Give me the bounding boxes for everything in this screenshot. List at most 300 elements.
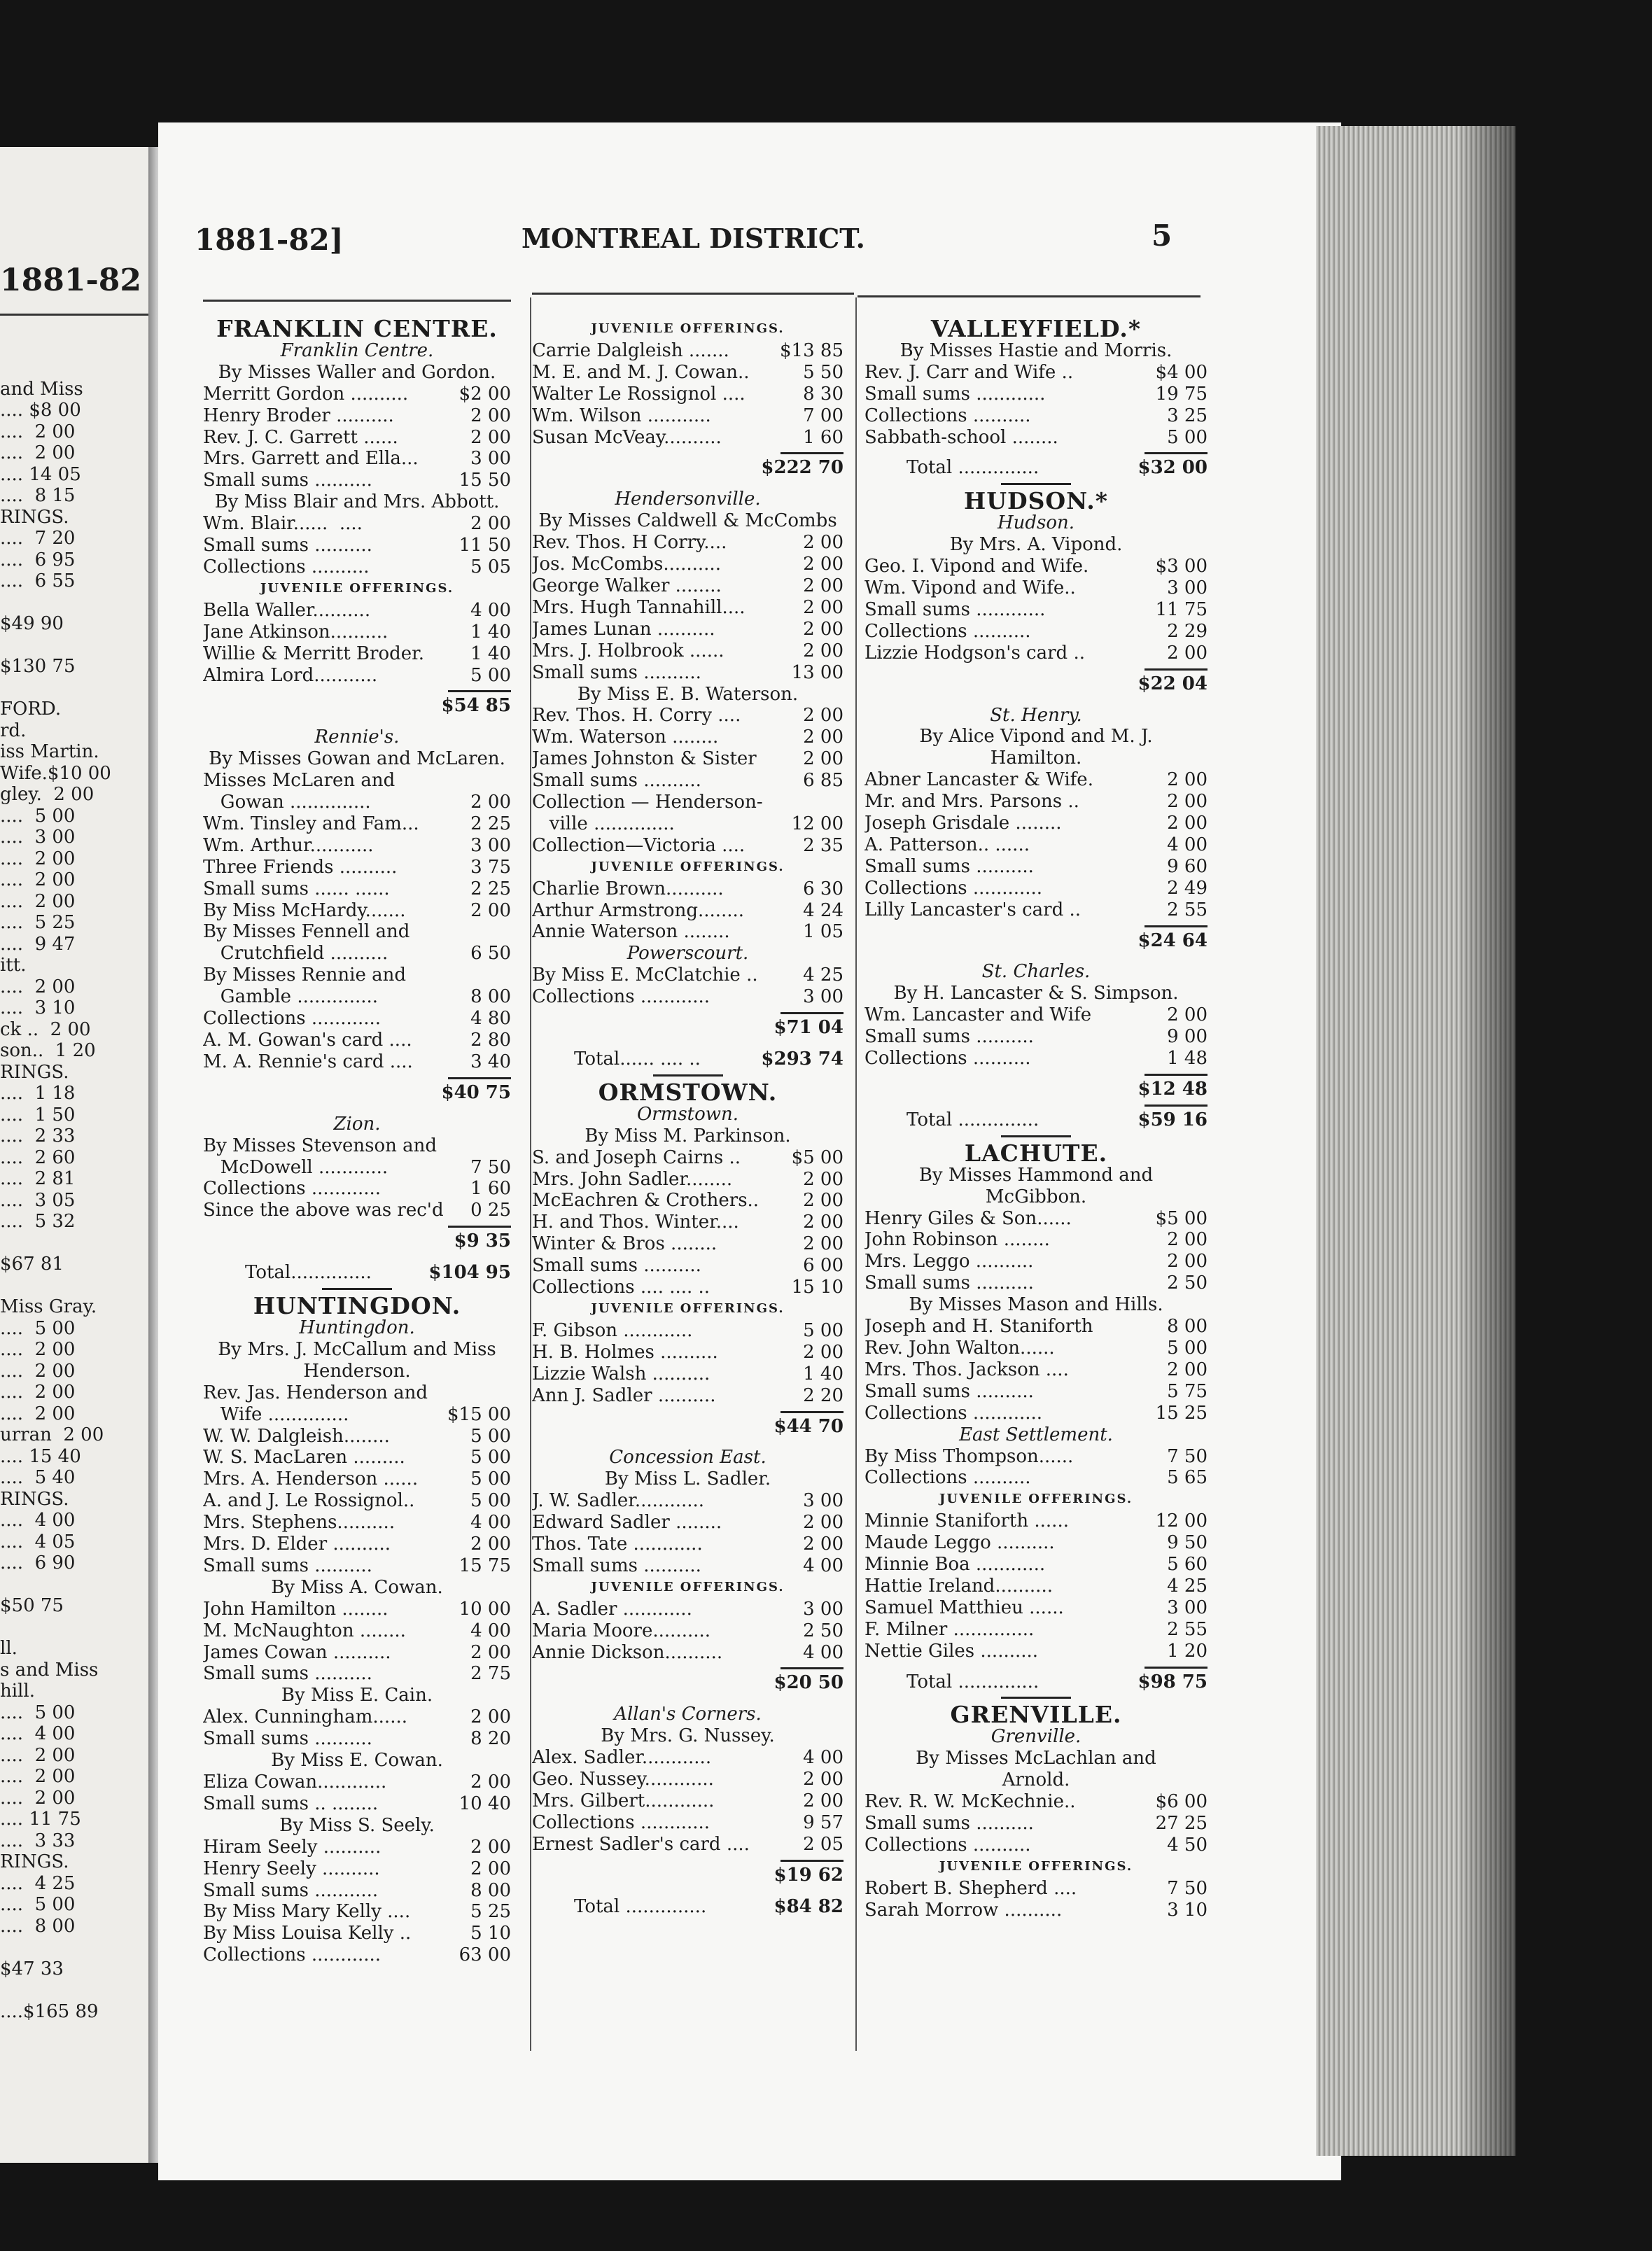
contribution-row bbox=[532, 705, 844, 727]
facing-page-line: .... 2 00 bbox=[0, 1360, 76, 1382]
total-label: Total .............. bbox=[906, 457, 1040, 479]
contribution-amount: 1 60 bbox=[803, 426, 844, 448]
contributor-name: Alex. Cunningham...... bbox=[203, 1706, 407, 1728]
column-1 bbox=[203, 318, 511, 1966]
contribution-amount: 2 25 bbox=[470, 878, 511, 899]
contributor-name: Small sums .......... bbox=[532, 1555, 701, 1576]
contribution-amount: $2 00 bbox=[458, 383, 511, 405]
contribution-amount: 4 25 bbox=[803, 965, 844, 986]
contributor-name: Wm. Waterson ........ bbox=[532, 727, 719, 748]
contributor-name: Minnie Staniforth ...... bbox=[864, 1510, 1069, 1532]
contribution-row bbox=[532, 1190, 844, 1212]
contributor-name: Geo. I. Vipond and Wife. bbox=[864, 556, 1089, 577]
section-heading: FRANKLIN CENTRE. bbox=[216, 318, 498, 340]
facing-page-line: s and Miss bbox=[0, 1659, 99, 1681]
contributor-name: By Miss Louisa Kelly .. bbox=[203, 1923, 412, 1944]
sum-rule bbox=[1144, 925, 1208, 927]
contribution-row bbox=[203, 556, 511, 578]
contributor-name: W. W. Dalgleish........ bbox=[203, 1425, 390, 1447]
facing-page-line: .... 1 50 bbox=[0, 1104, 76, 1126]
contributor-name: James Lunan .......... bbox=[532, 618, 715, 640]
contributor-name: H. B. Holmes .......... bbox=[532, 1341, 718, 1363]
contributor-name: Collections ............ bbox=[864, 1402, 1043, 1424]
contributor-name: By Miss E. McClatchie .. bbox=[532, 965, 758, 986]
contribution-amount: 6 30 bbox=[803, 878, 844, 899]
facing-page-line: .... 2 00 bbox=[0, 442, 76, 463]
contribution-row bbox=[532, 727, 844, 748]
contribution-row bbox=[203, 1426, 511, 1447]
page-number: 5 bbox=[1152, 218, 1172, 253]
contribution-row bbox=[532, 1169, 844, 1191]
contributor-name: A. M. Gowan's card .... bbox=[203, 1030, 412, 1051]
contribution-amount: 11 50 bbox=[458, 535, 511, 556]
contributor-name: Small sums .......... bbox=[864, 855, 1034, 877]
contribution-amount: 2 00 bbox=[803, 1168, 844, 1190]
contribution-row bbox=[532, 597, 844, 619]
facing-page-line: .... 15 40 bbox=[0, 1445, 81, 1467]
contributor-name: Nettie Giles .......... bbox=[864, 1640, 1039, 1662]
contribution-amount: 2 00 bbox=[803, 727, 844, 748]
contributor-name: By Miss Mary Kelly .... bbox=[203, 1901, 411, 1923]
contribution-row bbox=[203, 470, 511, 491]
facing-page-line: RINGS. bbox=[0, 1061, 69, 1083]
sum-rule bbox=[780, 1667, 844, 1669]
contribution-row bbox=[203, 427, 511, 449]
contribution-amount: 5 05 bbox=[470, 556, 511, 577]
contributor-name: Bella Waller.......... bbox=[203, 599, 371, 621]
contribution-row bbox=[532, 1642, 844, 1664]
collector-line: By Miss E. B. Waterson. bbox=[577, 683, 799, 705]
contributor-name: George Walker ........ bbox=[532, 575, 722, 596]
contribution-amount: 8 00 bbox=[470, 986, 511, 1008]
facing-page-line: Wife.$10 00 bbox=[0, 762, 111, 784]
contribution-amount: $6 00 bbox=[1155, 1791, 1208, 1813]
contributor-name: Rev. Thos. H Corry.... bbox=[532, 532, 727, 554]
contribution-amount: 3 40 bbox=[470, 1051, 511, 1072]
subtotal: $24 64 bbox=[1138, 930, 1208, 951]
subsection-heading: East Settlement. bbox=[959, 1424, 1113, 1445]
contribution-amount: 10 40 bbox=[458, 1793, 511, 1814]
contribution-amount: 15 25 bbox=[1155, 1402, 1208, 1424]
section-heading: LACHUTE. bbox=[964, 1142, 1108, 1165]
contribution-row bbox=[532, 813, 844, 835]
contribution-amount: 2 00 bbox=[470, 1641, 511, 1663]
contribution-row bbox=[532, 900, 844, 922]
contribution-row bbox=[864, 427, 1208, 449]
contributor-name: Small sums .......... bbox=[203, 535, 372, 556]
contribution-amount: 2 00 bbox=[803, 596, 844, 618]
contributor-name: Crutchfield .......... bbox=[203, 943, 388, 965]
contribution-row bbox=[864, 643, 1208, 664]
contribution-amount: 5 00 bbox=[1167, 1337, 1208, 1359]
subsection-heading: Grenville. bbox=[990, 1726, 1082, 1748]
subtotal: $71 04 bbox=[774, 1017, 844, 1039]
facing-page-line: .... 2 00 bbox=[0, 1403, 76, 1424]
facing-page-line: .... 4 00 bbox=[0, 1510, 76, 1531]
contribution-amount: 1 20 bbox=[1167, 1640, 1208, 1662]
contribution-row bbox=[864, 405, 1208, 427]
contribution-row bbox=[864, 1403, 1208, 1424]
facing-page-line: urran 2 00 bbox=[0, 1424, 104, 1445]
contribution-amount: 3 00 bbox=[470, 834, 511, 856]
contributor-name: Eliza Cowan............ bbox=[203, 1772, 387, 1793]
contribution-amount: 2 00 bbox=[470, 1534, 511, 1555]
contribution-row bbox=[532, 384, 844, 405]
contributor-name: By Miss Thompson...... bbox=[864, 1445, 1074, 1467]
contribution-amount: 4 00 bbox=[803, 1555, 844, 1576]
contribution-row bbox=[203, 384, 511, 405]
contribution-amount: 2 50 bbox=[1167, 1272, 1208, 1294]
facing-page-line: .... 4 25 bbox=[0, 1872, 76, 1894]
district-total-row bbox=[532, 1049, 844, 1070]
contributor-name: Small sums .......... bbox=[532, 661, 701, 683]
contribution-row bbox=[864, 1446, 1208, 1468]
facing-page-line: .... 4 05 bbox=[0, 1531, 76, 1552]
subtotal: $12 48 bbox=[1138, 1079, 1208, 1100]
facing-page-line: .... 9 47 bbox=[0, 933, 76, 955]
contributor-name: McEachren & Crothers.. bbox=[532, 1190, 760, 1212]
facing-page-line: RINGS. bbox=[0, 506, 69, 528]
contribution-amount: 1 40 bbox=[470, 643, 511, 664]
contribution-row bbox=[203, 1534, 511, 1555]
district-total-row bbox=[203, 1262, 511, 1284]
contribution-amount: 4 50 bbox=[1167, 1834, 1208, 1856]
contributor-name: Abner Lancaster & Wife. bbox=[864, 769, 1093, 791]
contributor-name: Henry Seely .......... bbox=[203, 1858, 380, 1879]
header-rule-left bbox=[203, 300, 511, 302]
column-divider-2 bbox=[855, 297, 857, 2051]
facing-page-line: .... 2 00 bbox=[0, 1787, 76, 1809]
contribution-row bbox=[532, 619, 844, 640]
contribution-row bbox=[532, 640, 844, 662]
contribution-amount: 5 00 bbox=[1167, 426, 1208, 448]
juvenile-offerings-label: JUVENILE OFFERINGS. bbox=[591, 1579, 785, 1594]
contribution-amount: 2 00 bbox=[803, 748, 844, 770]
contributor-name: By Misses Rennie and bbox=[203, 965, 406, 986]
facing-page-line: .... 6 95 bbox=[0, 549, 76, 570]
contributor-name: Collections .......... bbox=[864, 1048, 1031, 1070]
contribution-amount: 12 00 bbox=[791, 813, 844, 834]
subsection-heading: Hudson. bbox=[997, 512, 1075, 534]
contributor-name: James Johnston & Sister bbox=[532, 748, 757, 770]
contributor-name: Small sums .......... bbox=[203, 1728, 372, 1750]
contribution-amount: $5 00 bbox=[791, 1146, 844, 1168]
contributor-name: Edward Sadler ........ bbox=[532, 1512, 722, 1534]
contribution-amount: 5 25 bbox=[470, 1901, 511, 1923]
contribution-amount: $4 00 bbox=[1155, 361, 1208, 383]
facing-page-line: .... 4 00 bbox=[0, 1723, 76, 1744]
contribution-row bbox=[532, 532, 844, 554]
facing-page-line: .... 8 15 bbox=[0, 485, 76, 506]
contribution-row bbox=[864, 362, 1208, 384]
contributor-name: Collections .......... bbox=[864, 1467, 1031, 1489]
contribution-amount: 2 00 bbox=[470, 1836, 511, 1858]
contributor-name: Ann J. Sadler .......... bbox=[532, 1384, 716, 1406]
contribution-amount: 2 00 bbox=[470, 1858, 511, 1879]
contribution-row bbox=[203, 921, 511, 943]
subsection-heading: Zion. bbox=[333, 1113, 381, 1135]
contribution-row bbox=[203, 1051, 511, 1073]
contribution-row bbox=[203, 1706, 511, 1728]
contribution-row bbox=[532, 575, 844, 597]
total-label: Total...... .... .. bbox=[574, 1049, 701, 1070]
contribution-row bbox=[532, 1363, 844, 1385]
contributor-name: Merritt Gordon .......... bbox=[203, 383, 409, 405]
subsection-heading: Hendersonville. bbox=[615, 489, 761, 510]
contribution-row bbox=[203, 1447, 511, 1468]
collector-line: By Mrs. G. Nussey. bbox=[601, 1725, 775, 1747]
contribution-amount: 2 00 bbox=[803, 640, 844, 661]
facing-page-line: .... $8 00 bbox=[0, 400, 81, 421]
contribution-amount: 2 00 bbox=[803, 1212, 844, 1233]
contributor-name: Small sums ............ bbox=[864, 598, 1046, 620]
collector-line: By Misses Gowan and McLaren. bbox=[209, 748, 505, 770]
sum-rule bbox=[1144, 668, 1208, 671]
contribution-row bbox=[203, 1178, 511, 1200]
header-rule-right bbox=[858, 295, 1200, 297]
subtotal: $40 75 bbox=[441, 1081, 511, 1103]
contributor-name: Small sums ...... ...... bbox=[203, 878, 390, 899]
contribution-row bbox=[532, 1255, 844, 1277]
contributor-name: Small sums .......... bbox=[532, 1255, 701, 1277]
contribution-row bbox=[203, 1468, 511, 1490]
contribution-row bbox=[864, 1813, 1208, 1835]
contributor-name: McDowell ............ bbox=[203, 1156, 388, 1178]
contribution-row bbox=[203, 1157, 511, 1179]
page-edges-shadow bbox=[1456, 126, 1516, 2156]
contribution-row bbox=[864, 621, 1208, 643]
collector-line: By Miss E. Cain. bbox=[281, 1685, 433, 1706]
contributor-name: Arthur Armstrong........ bbox=[532, 899, 745, 921]
contributor-name: Small sums ........... bbox=[203, 1879, 379, 1901]
contributor-name: Rev. J. C. Garrett ...... bbox=[203, 426, 398, 448]
contribution-amount: 2 49 bbox=[1167, 877, 1208, 899]
contributor-name: Small sums .......... bbox=[864, 1026, 1034, 1048]
contribution-amount: 3 00 bbox=[470, 448, 511, 470]
facing-page-line: .... 2 00 bbox=[0, 1339, 76, 1360]
contribution-amount: 6 85 bbox=[803, 770, 844, 792]
contribution-row bbox=[864, 556, 1208, 577]
contribution-amount: 27 25 bbox=[1155, 1813, 1208, 1834]
contribution-row bbox=[203, 665, 511, 687]
contribution-row bbox=[864, 856, 1208, 878]
contributor-name: Small sums .......... bbox=[532, 770, 701, 792]
contribution-amount: 2 00 bbox=[1167, 1004, 1208, 1026]
contributor-name: W. S. MacLaren ......... bbox=[203, 1447, 405, 1468]
juvenile-offerings-label: JUVENILE OFFERINGS. bbox=[591, 859, 785, 874]
contribution-amount: 5 00 bbox=[470, 1468, 511, 1490]
facing-page-line: .... 2 00 bbox=[0, 421, 76, 442]
section-divider bbox=[1001, 483, 1071, 485]
contribution-amount: 2 55 bbox=[1167, 1618, 1208, 1640]
facing-page-line: rd. bbox=[0, 720, 27, 741]
contribution-amount: 2 00 bbox=[1167, 1251, 1208, 1272]
contributor-name: Alex. Sadler............ bbox=[532, 1747, 712, 1769]
facing-page-line: .... 5 25 bbox=[0, 912, 76, 933]
contributor-name: Henry Giles & Son...... bbox=[864, 1207, 1072, 1229]
sum-rule bbox=[448, 690, 511, 692]
contribution-row bbox=[864, 1619, 1208, 1641]
contribution-amount: 5 60 bbox=[1167, 1554, 1208, 1576]
contributor-name: Collections ............ bbox=[203, 1178, 382, 1200]
contribution-amount: 7 50 bbox=[1167, 1445, 1208, 1467]
contribution-amount: 9 50 bbox=[1167, 1532, 1208, 1554]
contribution-row bbox=[532, 835, 844, 857]
contribution-amount: 5 00 bbox=[470, 664, 511, 686]
contribution-amount: 2 75 bbox=[470, 1663, 511, 1685]
contribution-row bbox=[203, 900, 511, 922]
subtotal: $9 35 bbox=[454, 1230, 511, 1252]
contribution-row bbox=[532, 1147, 844, 1169]
contribution-row bbox=[203, 813, 511, 835]
contributor-name: Maude Leggo .......... bbox=[864, 1532, 1055, 1554]
contribution-amount: 1 05 bbox=[803, 921, 844, 943]
facing-page-header: 1881-82 bbox=[0, 262, 141, 298]
contribution-amount: $15 00 bbox=[447, 1403, 511, 1425]
contribution-amount: 4 24 bbox=[803, 899, 844, 921]
contribution-amount: 2 00 bbox=[803, 1233, 844, 1255]
contribution-row bbox=[864, 1359, 1208, 1381]
collector-line: By Miss S. Seely. bbox=[279, 1814, 435, 1836]
collector-line: By Misses Hammond and bbox=[918, 1164, 1154, 1186]
contributor-name: M. A. Rennie's card .... bbox=[203, 1051, 413, 1072]
sum-rule bbox=[1144, 452, 1208, 454]
contributor-name: Since the above was rec'd bbox=[203, 1200, 444, 1221]
contributor-name: Henry Broder .......... bbox=[203, 405, 394, 426]
contribution-row bbox=[203, 1382, 511, 1404]
contribution-row bbox=[203, 1642, 511, 1664]
contribution-row bbox=[532, 1599, 844, 1620]
contributor-name: Wm. Wilson ........... bbox=[532, 405, 711, 426]
spacer bbox=[532, 1039, 844, 1049]
contribution-row bbox=[532, 1555, 844, 1577]
section-divider bbox=[1001, 1135, 1071, 1137]
spacer bbox=[532, 1694, 844, 1704]
contribution-row bbox=[864, 1381, 1208, 1403]
contributor-name: Rev. R. W. McKechnie.. bbox=[864, 1791, 1076, 1813]
sum-rule bbox=[1144, 1667, 1208, 1669]
facing-page-rule bbox=[0, 314, 153, 316]
contribution-amount: 2 00 bbox=[470, 899, 511, 921]
contribution-row bbox=[532, 1790, 844, 1812]
contributor-name: Rev. Jas. Henderson and bbox=[203, 1382, 428, 1403]
spacer bbox=[203, 1104, 511, 1114]
facing-page-line: .... 2 00 bbox=[0, 976, 76, 997]
contributor-name: Annie Waterson ........ bbox=[532, 921, 730, 943]
contribution-row bbox=[203, 1490, 511, 1512]
contribution-amount: 2 00 bbox=[803, 1534, 844, 1555]
contribution-amount: 4 00 bbox=[803, 1641, 844, 1663]
contributor-name: Rev. Thos. H. Corry .... bbox=[532, 705, 741, 727]
contributor-name: Small sums ............ bbox=[864, 383, 1046, 405]
contributor-name: Collections ............ bbox=[203, 1008, 382, 1030]
contribution-row bbox=[203, 1620, 511, 1642]
contribution-amount: $5 00 bbox=[1155, 1207, 1208, 1229]
facing-page-line: .... 3 33 bbox=[0, 1830, 76, 1851]
contributor-name: Willie & Merritt Broder. bbox=[203, 643, 424, 664]
collector-line: By Mrs. A. Vipond. bbox=[949, 534, 1123, 556]
contribution-row bbox=[203, 643, 511, 665]
spacer bbox=[864, 695, 1208, 705]
contribution-amount: 5 00 bbox=[470, 1447, 511, 1468]
contribution-amount: 8 00 bbox=[1167, 1316, 1208, 1338]
collector-line: By Miss M. Parkinson. bbox=[584, 1125, 791, 1146]
facing-page-line: .... 2 00 bbox=[0, 1382, 76, 1403]
contribution-row bbox=[532, 1277, 844, 1298]
facing-page-fragment bbox=[0, 147, 153, 2163]
contribution-amount: 2 00 bbox=[1167, 791, 1208, 813]
facing-page-line: ck .. 2 00 bbox=[0, 1018, 91, 1040]
subtotal: $54 85 bbox=[441, 695, 511, 717]
contribution-row bbox=[532, 1512, 844, 1534]
contribution-amount: 3 00 bbox=[803, 1598, 844, 1620]
page-title: MONTREAL DISTRICT. bbox=[522, 223, 865, 254]
contribution-row bbox=[203, 1880, 511, 1902]
contribution-amount: 4 00 bbox=[470, 1620, 511, 1641]
contribution-row bbox=[532, 1385, 844, 1407]
contribution-amount: 5 50 bbox=[803, 361, 844, 383]
contribution-row bbox=[203, 1008, 511, 1030]
contribution-amount: 2 00 bbox=[803, 618, 844, 640]
contribution-amount: 4 00 bbox=[470, 599, 511, 621]
contribution-amount: 2 05 bbox=[803, 1833, 844, 1855]
subsection-heading: Huntingdon. bbox=[299, 1317, 415, 1338]
contributor-name: J. W. Sadler............ bbox=[532, 1490, 705, 1512]
contributor-name: A. Patterson.. ...... bbox=[864, 834, 1030, 855]
contribution-row bbox=[532, 1342, 844, 1363]
facing-page-line: iss Martin. bbox=[0, 741, 99, 762]
contribution-amount: 13 00 bbox=[791, 661, 844, 683]
column-3 bbox=[864, 318, 1208, 1921]
contribution-amount: 2 00 bbox=[803, 1512, 844, 1534]
contributor-name: By Misses Fennell and bbox=[203, 921, 410, 943]
district-total-row bbox=[532, 1896, 844, 1918]
contribution-row bbox=[203, 1858, 511, 1880]
contribution-amount: 10 00 bbox=[458, 1598, 511, 1620]
juvenile-offerings-label: JUVENILE OFFERINGS. bbox=[591, 321, 785, 336]
spacer bbox=[532, 1437, 844, 1447]
contribution-row bbox=[864, 1641, 1208, 1662]
contribution-amount: 12 00 bbox=[1155, 1510, 1208, 1532]
contributor-name: Lizzie Hodgson's card .. bbox=[864, 642, 1085, 664]
contribution-row bbox=[864, 1229, 1208, 1251]
facing-page-line: .... 3 10 bbox=[0, 997, 76, 1018]
contribution-row bbox=[864, 834, 1208, 856]
total-amount: $98 75 bbox=[1138, 1671, 1208, 1692]
contributor-name: By Miss McHardy....... bbox=[203, 899, 406, 921]
contribution-row bbox=[203, 535, 511, 556]
contributor-name: F. Gibson ............ bbox=[532, 1319, 693, 1341]
contributor-name: Annie Dickson.......... bbox=[532, 1641, 723, 1663]
contribution-amount: 7 50 bbox=[470, 1156, 511, 1178]
contribution-row bbox=[864, 1791, 1208, 1813]
contribution-amount: 2 00 bbox=[1167, 769, 1208, 791]
contribution-row bbox=[864, 1004, 1208, 1026]
contribution-row bbox=[203, 835, 511, 857]
contribution-row bbox=[532, 662, 844, 684]
contributor-name: Hattie Ireland.......... bbox=[864, 1575, 1053, 1597]
total-amount: $293 74 bbox=[761, 1049, 844, 1070]
collector-line: By Misses Mason and Hills. bbox=[909, 1294, 1163, 1316]
contributor-name: Misses McLaren and bbox=[203, 770, 396, 792]
contribution-row bbox=[532, 1233, 844, 1255]
contributor-name: Joseph Grisdale ........ bbox=[864, 813, 1062, 834]
contribution-amount: 2 00 bbox=[803, 532, 844, 554]
subtotal: $44 70 bbox=[774, 1415, 844, 1437]
contribution-amount: 3 25 bbox=[1167, 405, 1208, 426]
facing-page-line: ....$165 89 bbox=[0, 2000, 99, 2022]
contribution-amount: 2 00 bbox=[470, 1706, 511, 1728]
